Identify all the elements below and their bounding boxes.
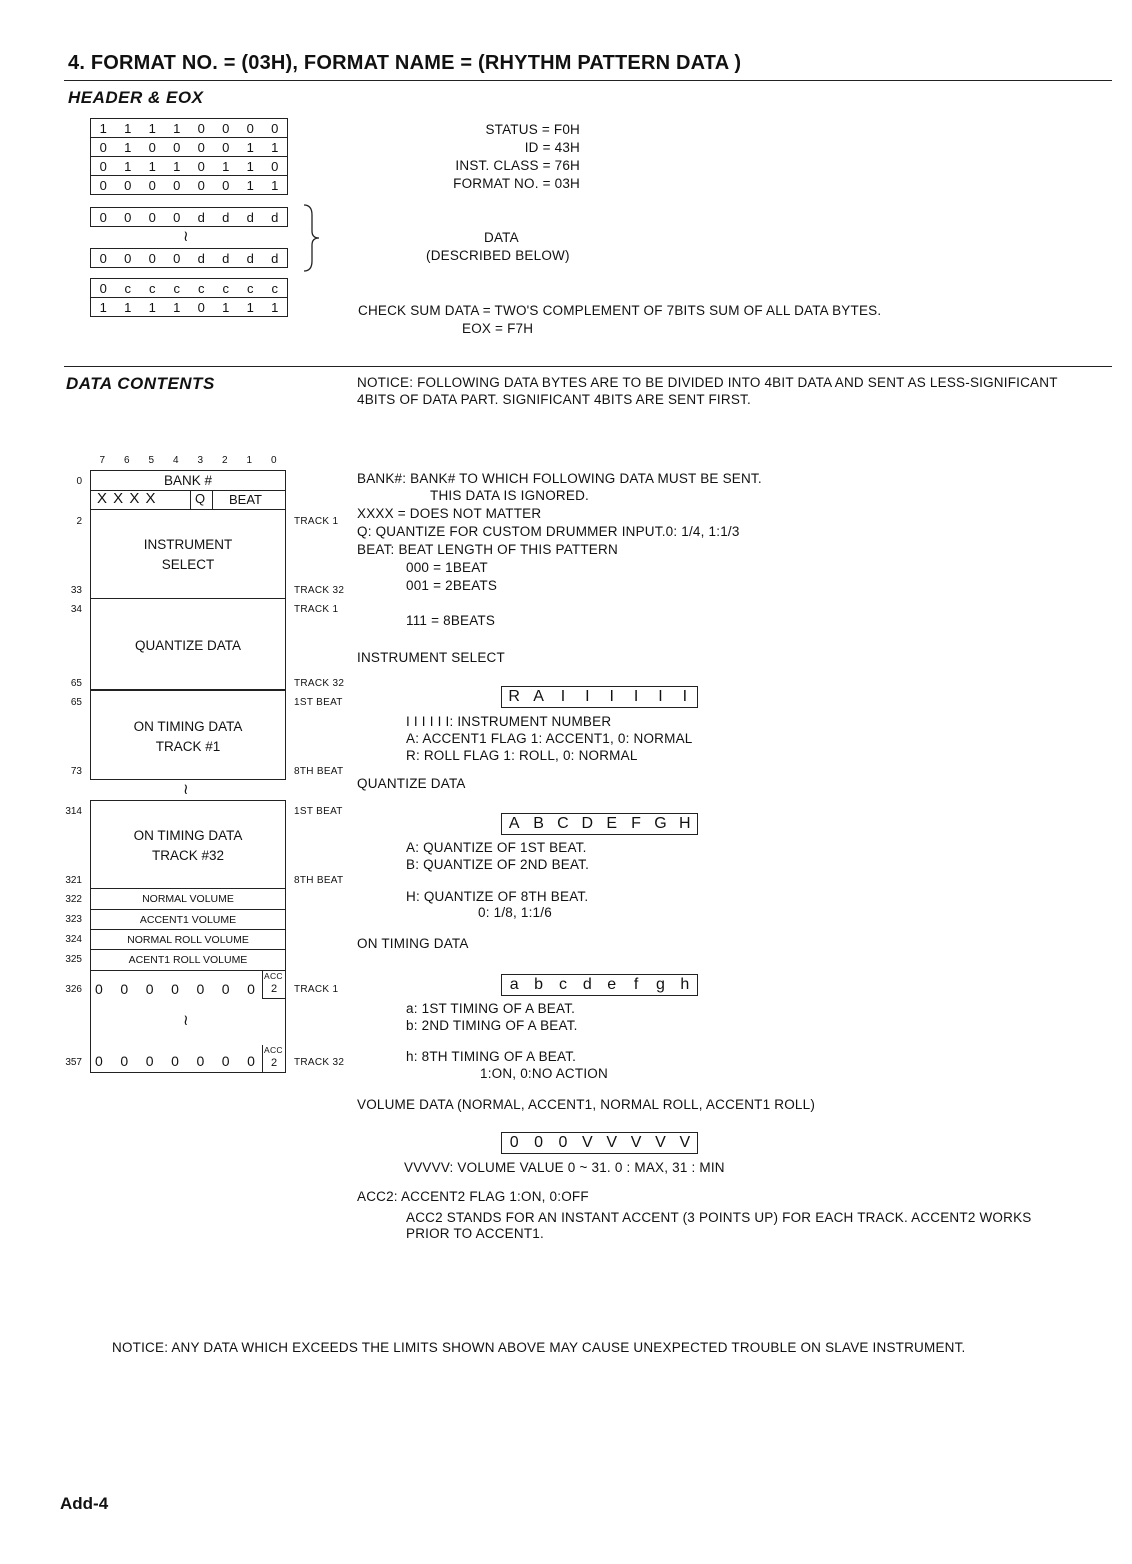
track32-acc-row: 0 0 0 0 0 0 0 (95, 1053, 255, 1069)
row-number: 326 (65, 984, 82, 995)
volume-heading: VOLUME DATA (NORMAL, ACCENT1, NORMAL ROLL, ACCENT1 ROLL) (357, 1097, 816, 1112)
bit-number-header: 7 6 5 4 3 2 1 0 (99, 455, 277, 466)
on-timing-track32-label-2: TRACK #32 (151, 848, 225, 863)
on-timing-track1-box (90, 690, 286, 780)
data-byte-last: 0 0 0 0 d d d d (90, 248, 288, 268)
track-label: TRACK 32 (294, 585, 345, 596)
timing-desc-1: a: 1ST TIMING OF A BEAT. (406, 1001, 576, 1016)
timing-desc-2: b: 2ND TIMING OF A BEAT. (406, 1018, 578, 1033)
acc2-desc-1: ACC2: ACCENT2 FLAG 1:ON, 0:OFF (357, 1189, 589, 1204)
track-label: TRACK 1 (294, 516, 339, 527)
section-rule (64, 366, 1112, 367)
inst-class-byte-row: 0 1 1 1 0 1 1 0 (91, 157, 287, 176)
timing-heading: ON TIMING DATA (357, 936, 469, 951)
quantize-data-label: QUANTIZE DATA (134, 638, 241, 653)
track1-acc-row: 0 0 0 0 0 0 0 (95, 981, 255, 997)
row-number: 325 (65, 954, 82, 965)
track-label: TRACK 32 (294, 1057, 345, 1068)
diagram-tilde-1: ≀ (183, 781, 189, 798)
quant-bit-box: A B C D E F G H (501, 813, 698, 835)
quant-desc-4: 0: 1/8, 1:1/6 (478, 905, 552, 920)
beat-label: 1ST BEAT (294, 806, 343, 817)
inst-desc-1: I I I I I I: INSTRUMENT NUMBER (406, 714, 612, 729)
on-timing-track1-label-1: ON TIMING DATA (133, 719, 243, 734)
footer-notice: NOTICE: ANY DATA WHICH EXCEEDS THE LIMITS SHOWN ABOVE MAY CAUSE UNEXPECTED TROUBLE ON SLAVE INSTRUMENT. (112, 1340, 966, 1355)
acc2-desc-3: PRIOR TO ACCENT1. (406, 1226, 544, 1241)
data-brace (300, 203, 322, 273)
status-label: STATUS = F0H (485, 122, 580, 137)
track-label: TRACK 1 (294, 604, 339, 615)
volume-desc-1: VVVVV: VOLUME VALUE 0 ~ 31. 0 : MAX, 31 : MIN (404, 1160, 725, 1175)
xxxx-label: X X X X (97, 490, 157, 507)
data-continuation-tilde: ≀ (183, 228, 189, 245)
format-no-byte-row: 0 0 0 0 0 0 1 1 (99, 177, 279, 193)
instrument-select-label-2: SELECT (161, 557, 215, 572)
checksum-eox-bytes: 0 c c c c c c c 1 1 1 1 0 1 1 1 (90, 278, 288, 317)
status-byte-row: 1 1 1 1 0 0 0 0 (91, 119, 287, 138)
instrument-select-label-1: INSTRUMENT (143, 537, 233, 552)
checksum-label: CHECK SUM DATA = TWO'S COMPLEMENT OF 7BITS SUM OF ALL DATA BYTES. (358, 303, 882, 318)
timing-bit-box: a b c d e f g h (501, 974, 698, 996)
acc2-cell-track32: ACC 2 (262, 1045, 286, 1072)
desc-bank-1: BANK#: BANK# TO WHICH FOLLOWING DATA MUST BE SENT. (357, 471, 762, 486)
inst-bit-box: R A I I I I I I (501, 686, 698, 708)
page-number: Add-4 (60, 1494, 109, 1513)
q-label: Q (195, 491, 206, 506)
desc-bank-2: THIS DATA IS IGNORED. (430, 488, 589, 503)
page-title: 4. FORMAT NO. = (03H), FORMAT NAME = (RHYTHM PATTERN DATA ) (68, 52, 742, 74)
beat-label: 1ST BEAT (294, 697, 343, 708)
desc-q: Q: QUANTIZE FOR CUSTOM DRUMMER INPUT.0: 1/4, 1:1/3 (357, 524, 740, 539)
data-contents-heading: DATA CONTENTS (66, 374, 215, 393)
inst-desc-2: A: ACCENT1 FLAG 1: ACCENT1, 0: NORMAL (406, 731, 693, 746)
id-label: ID = 43H (524, 140, 580, 155)
volume-bit-box: 0 0 0 V V V V V (501, 1132, 698, 1154)
row-number: 322 (65, 894, 82, 905)
on-timing-track1-label-2: TRACK #1 (155, 739, 221, 754)
row-number: 33 (70, 585, 82, 596)
bank-beat-box (90, 470, 286, 510)
track-label: TRACK 1 (294, 984, 339, 995)
acc2-desc-2: ACC2 STANDS FOR AN INSTANT ACCENT (3 POINTS UP) FOR EACH TRACK. ACCENT2 WORKS (406, 1210, 1032, 1225)
normal-roll-volume-label: NORMAL ROLL VOLUME (127, 934, 249, 946)
desc-beat-001: 001 = 2BEATS (406, 578, 498, 593)
acc2-cell-track1: ACC 2 (262, 971, 286, 999)
on-timing-track32-label-1: ON TIMING DATA (133, 828, 243, 843)
title-rule (64, 80, 1112, 81)
id-byte-row: 0 1 0 0 0 0 1 1 (91, 138, 287, 157)
data-desc-label: (DESCRIBED BELOW) (426, 248, 570, 263)
quant-heading: QUANTIZE DATA (357, 776, 466, 791)
format-no-label: FORMAT NO. = 03H (453, 176, 580, 191)
inst-heading: INSTRUMENT SELECT (357, 650, 505, 665)
track-label: TRACK 32 (294, 678, 345, 689)
row-number: 0 (76, 476, 82, 487)
acent1-roll-volume-label: ACENT1 ROLL VOLUME (128, 954, 248, 966)
desc-xxxx: XXXX = DOES NOT MATTER (357, 506, 542, 521)
data-byte-first: 0 0 0 0 d d d d (90, 207, 288, 227)
row-number: 357 (65, 1057, 82, 1068)
row-number: 314 (65, 806, 82, 817)
on-timing-track32-box (90, 800, 286, 1073)
bank-label: BANK # (163, 473, 213, 488)
instrument-quantize-box (90, 510, 286, 690)
eox-label: EOX = F7H (462, 321, 534, 336)
row-number: 65 (70, 678, 82, 689)
beat-label: 8TH BEAT (294, 875, 344, 886)
desc-beat-111: 111 = 8BEATS (406, 613, 496, 628)
row-number: 73 (70, 766, 82, 777)
desc-beat-000: 000 = 1BEAT (406, 560, 488, 575)
timing-desc-4: 1:ON, 0:NO ACTION (480, 1066, 608, 1081)
quant-desc-1: A: QUANTIZE OF 1ST BEAT. (406, 840, 587, 855)
header-eox-heading: HEADER & EOX (68, 88, 204, 107)
row-number: 34 (70, 604, 82, 615)
row-number: 321 (65, 875, 82, 886)
inst-desc-3: R: ROLL FLAG 1: ROLL, 0: NORMAL (406, 748, 638, 763)
row-number: 323 (65, 914, 82, 925)
data-label: DATA (484, 230, 519, 245)
normal-volume-label: NORMAL VOLUME (142, 893, 234, 905)
beat-label: 8TH BEAT (294, 766, 344, 777)
diagram-tilde-2: ≀ (183, 1012, 189, 1029)
inst-class-label: INST. CLASS = 76H (455, 158, 580, 173)
accent1-volume-label: ACCENT1 VOLUME (139, 914, 237, 926)
notice-line-1: NOTICE: FOLLOWING DATA BYTES ARE TO BE DIVIDED INTO 4BIT DATA AND SENT AS LESS-SIGNIFICANT (357, 375, 1058, 390)
row-number: 2 (76, 516, 82, 527)
desc-beat: BEAT: BEAT LENGTH OF THIS PATTERN (357, 542, 618, 557)
header-bytes (90, 118, 288, 195)
quant-desc-2: B: QUANTIZE OF 2ND BEAT. (406, 857, 590, 872)
notice-line-2: 4BITS OF DATA PART. SIGNIFICANT 4BITS ARE SENT FIRST. (357, 392, 751, 407)
timing-desc-3: h: 8TH TIMING OF A BEAT. (406, 1049, 577, 1064)
quant-desc-3: H: QUANTIZE OF 8TH BEAT. (406, 889, 589, 904)
row-number: 324 (65, 934, 82, 945)
beat-label: BEAT (229, 492, 262, 507)
row-number: 65 (70, 697, 82, 708)
